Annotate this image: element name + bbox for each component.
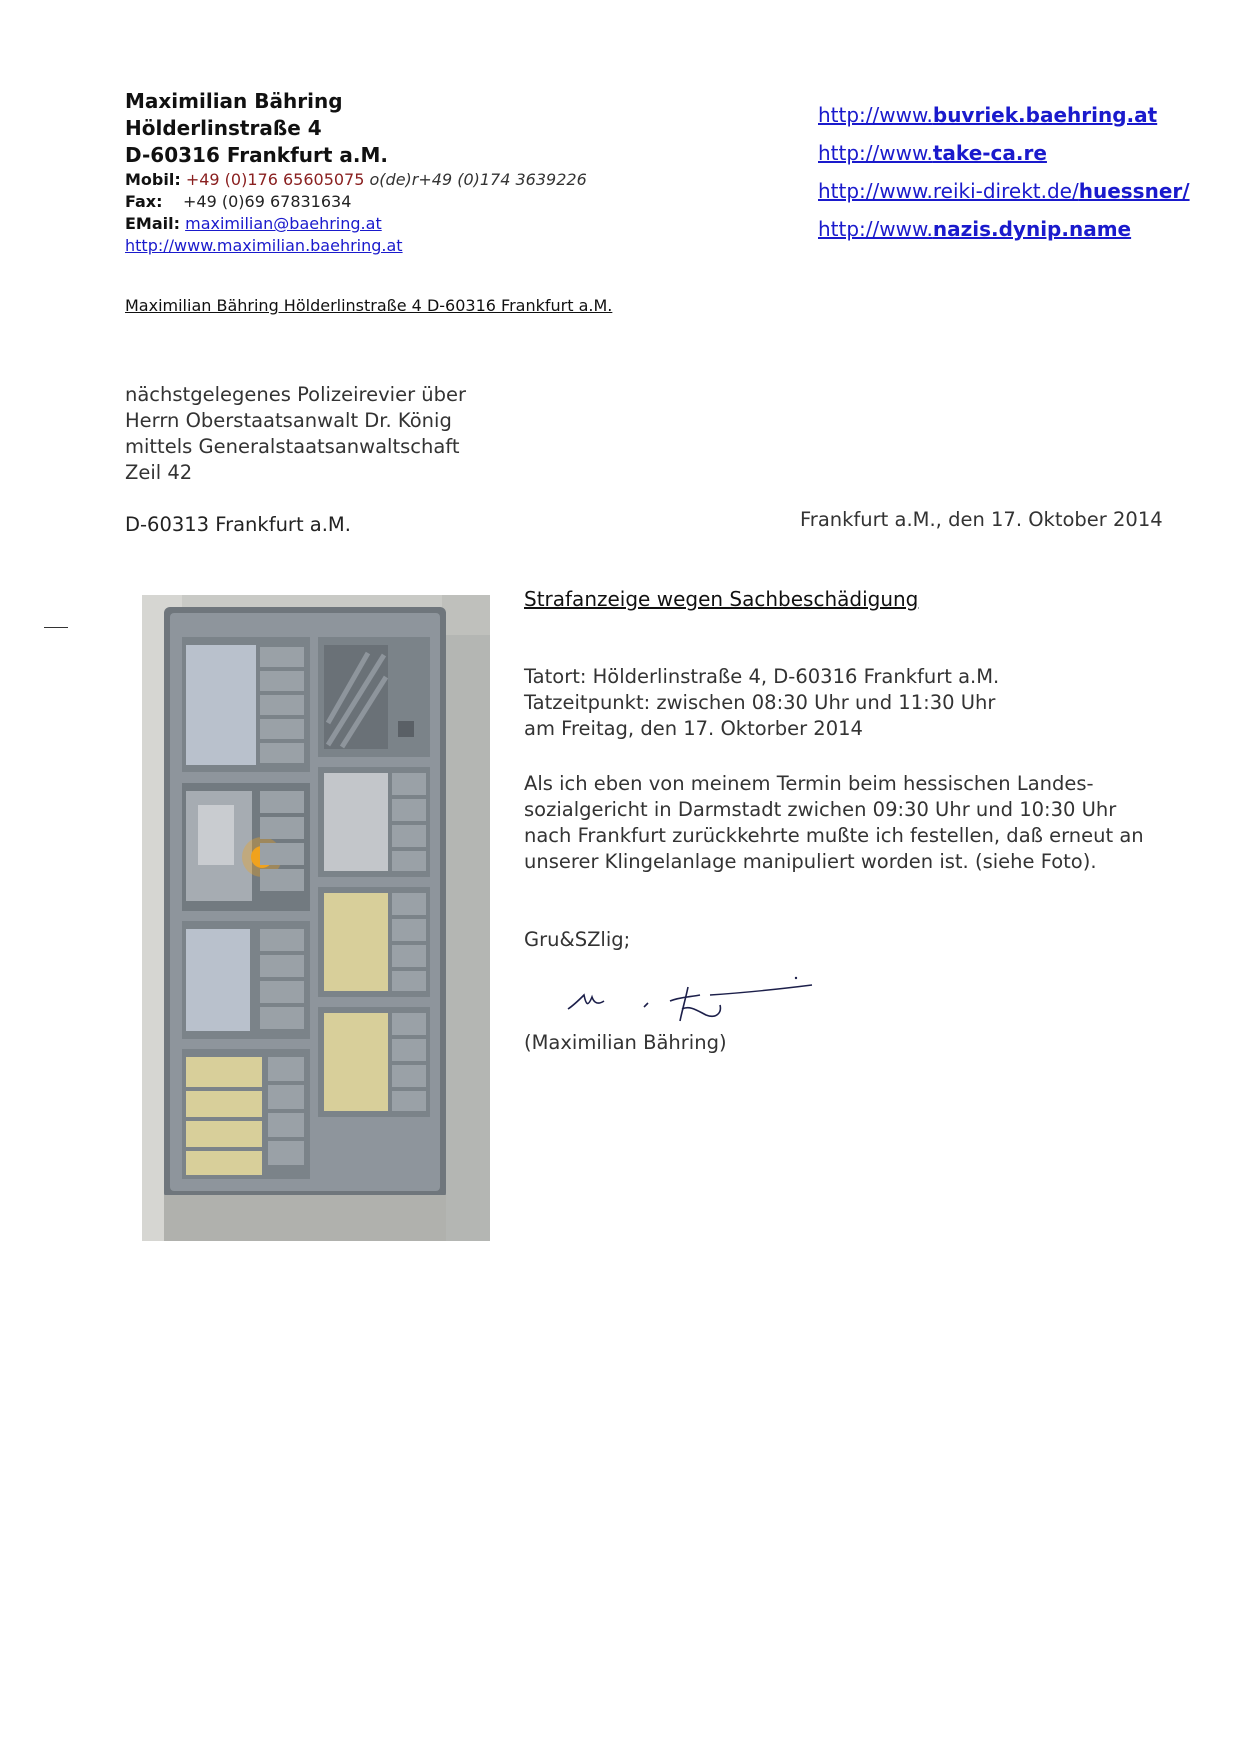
link-take-care[interactable]: http://www.take-ca.re [818,141,1047,165]
fax-label: Fax: [125,192,163,211]
fold-mark [44,627,68,628]
mobile-label: Mobil: [125,170,181,189]
sender-name: Maximilian Bähring [125,89,343,113]
link-list [818,96,1190,248]
tatzeit-line: Tatzeitpunkt: zwischen 08:30 Uhr und 11:30 Uhr [524,691,996,714]
sender-fax-line [125,191,587,213]
handwritten-signature [560,975,820,1035]
recipient-block [125,382,466,486]
recipient-line-4: Zeil 42 [125,461,193,484]
sender-city: D-60316 Frankfurt a.M. [125,143,389,167]
website-link[interactable]: http://www.maximilian.baehring.at [125,236,403,255]
link-reiki-direkt[interactable]: http://www.reiki-direkt.de/huessner/ [818,179,1190,203]
doorbell-panel-photo [142,595,490,1241]
mobile-or: o(de)r [369,170,419,189]
incident-details [524,664,1164,742]
return-address: Maximilian Bähring Hölderlinstraße 4 D-60316 Frankfurt a.M. [125,296,613,315]
fax-number: +49 (0)69 67831634 [183,192,352,211]
description-paragraph [524,771,1164,875]
mobile-number-2: +49 (0)174 3639226 [418,170,587,189]
description-line-1: Als ich eben von meinem Termin beim hessischen Landes- [524,772,1094,795]
date-detail-line: am Freitag, den 17. Oktorber 2014 [524,717,863,740]
email-link[interactable]: maximilian@baehring.at [185,214,382,233]
date-line: Frankfurt a.M., den 17. Oktober 2014 [800,508,1163,531]
email-label: EMail: [125,214,181,233]
sender-mobile-line [125,169,587,191]
greeting: Gru&SZlig; [524,928,631,951]
sender-website-line [125,235,587,257]
recipient-line-1: nächstgelegenes Polizeirevier über [125,383,467,406]
tatort-line: Tatort: Hölderlinstraße 4, D-60316 Frankfurt a.M. [524,665,1000,688]
link-buvriek[interactable]: http://www.buvriek.baehring.at [818,103,1158,127]
sender-email-line [125,213,587,235]
description-line-4: unserer Klingelanlage manipuliert worden ist. (siehe Foto). [524,850,1097,873]
recipient-city: D-60313 Frankfurt a.M. [125,513,351,536]
link-nazis-dynip[interactable]: http://www.nazis.dynip.name [818,217,1132,241]
recipient-line-2: Herrn Oberstaatsanwalt Dr. König [125,409,452,432]
mobile-number-1: +49 (0)176 65605075 [185,170,365,189]
subject-line: Strafanzeige wegen Sachbeschädigung [524,587,919,611]
signer-name: (Maximilian Bähring) [524,1031,727,1054]
sender-block [125,88,587,257]
description-line-2: sozialgericht in Darmstadt zwichen 09:30 Uhr und 10:30 Uhr [524,798,1117,821]
recipient-line-3: mittels Generalstaatsanwaltschaft [125,435,460,458]
description-line-3: nach Frankfurt zurückkehrte mußte ich festellen, daß erneut an [524,824,1144,847]
sender-street: Hölderlinstraße 4 [125,116,322,140]
